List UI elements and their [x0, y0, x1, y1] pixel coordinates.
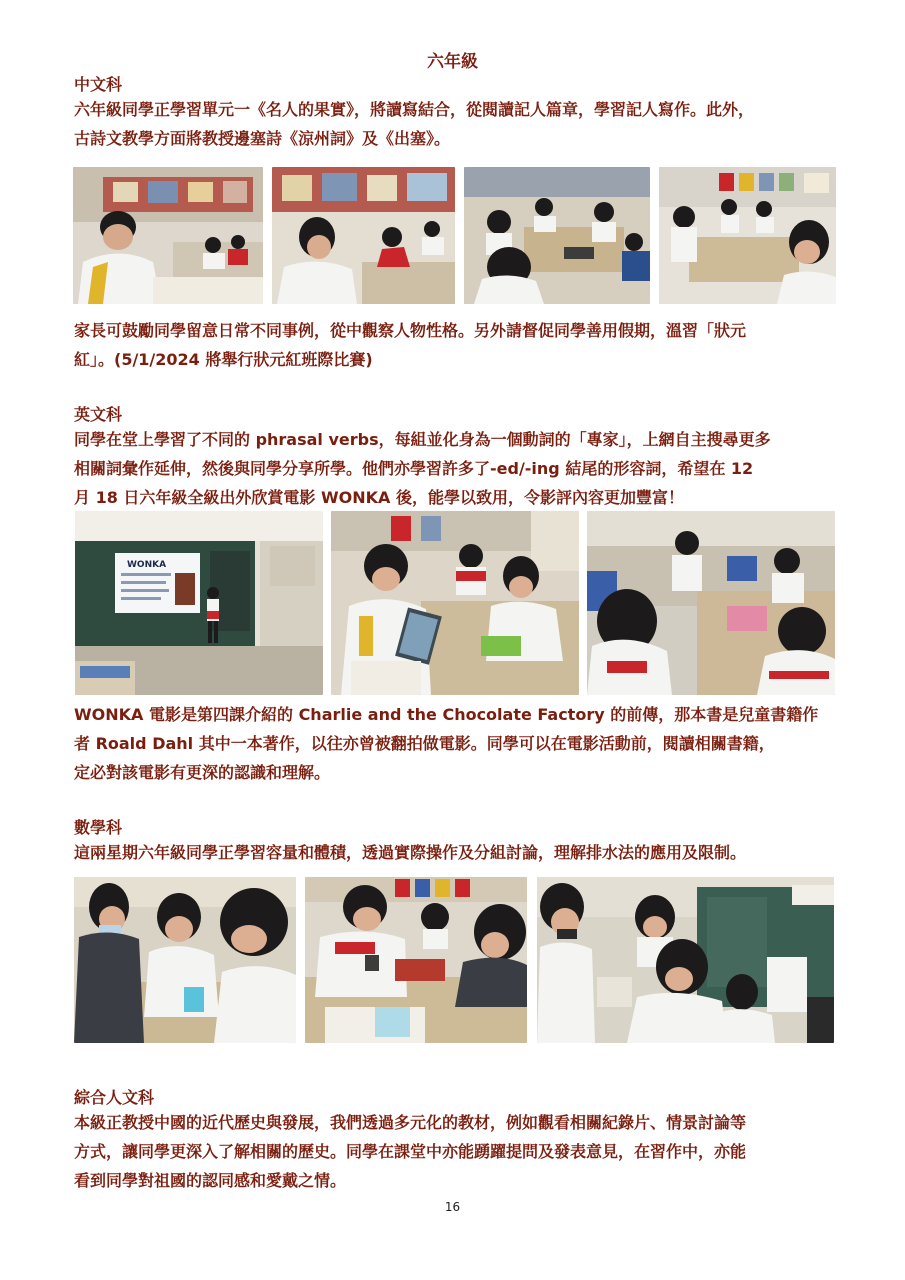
english-class-photo-2	[331, 511, 579, 695]
text-line: 這兩星期六年級同學正學習容量和體積，透過實際操作及分組討論，理解排水法的應用及限制。	[74, 843, 747, 862]
text-line: 定必對該電影有更深的認識和理解。	[74, 763, 331, 782]
text-line: 六年級同學正學習單元一《名人的果實》，將讀寫結合，從閱讀記人篇章，學習記人寫作。此外，	[74, 100, 755, 119]
page-number: 16	[444, 1200, 461, 1214]
screen-wonka-text: WONKA	[127, 560, 167, 570]
math-paragraph-1	[74, 838, 746, 867]
english-class-photo-1	[75, 511, 323, 695]
text-line: 者 Roald Dahl 其中一本著作，以往亦曾被翻拍做電影。同學可以在電影活動前，閱讀相關書籍，	[74, 734, 775, 753]
text-line: 本級正教授中國的近代歷史與發展，我們透過多元化的教材，例如觀看相關紀錄片、情景討論等	[74, 1113, 747, 1132]
chinese-class-photo-3	[464, 167, 650, 304]
text-line: 家長可鼓勵同學留意日常不同事例，從中觀察人物性格。另外請督促同學善用假期，溫習「狀元	[74, 321, 747, 340]
text-line: 古詩文教學方面將教授邊塞詩《涼州詞》及《出塞》。	[74, 129, 451, 148]
text-line: WONKA 電影是第四課介紹的 Charlie and the Chocolate Factory 的前傳，那本書是兒童書籍作	[74, 705, 819, 724]
math-heading: 數學科	[74, 818, 123, 837]
chinese-class-photo-4	[659, 167, 836, 304]
chinese-class-photo-1	[73, 167, 263, 304]
text-line: 方式，讓同學更深入了解相關的歷史。同學在課堂中亦能踴躍提問及發表意見，在習作中，亦能	[74, 1142, 747, 1161]
text-line: 看到同學對祖國的認同感和愛戴之情。	[74, 1171, 347, 1190]
english-paragraph-2	[74, 700, 818, 787]
text-line: 紅」。(5/1/2024 將舉行狀元紅班際比賽)	[74, 350, 373, 369]
english-class-photo-3	[587, 511, 835, 695]
chinese-heading: 中文科	[74, 75, 123, 94]
text-line: 月 18 日六年級全級出外欣賞電影 WONKA 後，能學以致用，令影評內容更加豐富！	[74, 488, 684, 507]
english-heading: 英文科	[74, 405, 123, 424]
math-class-photo-2	[305, 877, 527, 1043]
text-line: 同學在堂上學習了不同的 phrasal verbs，每組並化身為一個動詞的「專家」，上網自主搜尋更多	[74, 430, 771, 449]
math-class-photo-3	[537, 877, 834, 1043]
math-class-photo-1	[74, 877, 296, 1043]
text-line: 相關詞彙作延伸，然後與同學分享所學。他們亦學習許多了-ed/-ing 結尾的形容詞，希望在 12	[74, 459, 754, 478]
page-title: 六年級	[427, 52, 478, 72]
humanities-heading: 綜合人文科	[74, 1088, 155, 1107]
english-paragraph-1	[74, 425, 771, 512]
chinese-class-photo-2	[272, 167, 455, 304]
chinese-paragraph-2	[74, 316, 746, 374]
humanities-paragraph-1	[74, 1108, 746, 1195]
chinese-paragraph-1	[74, 95, 754, 153]
